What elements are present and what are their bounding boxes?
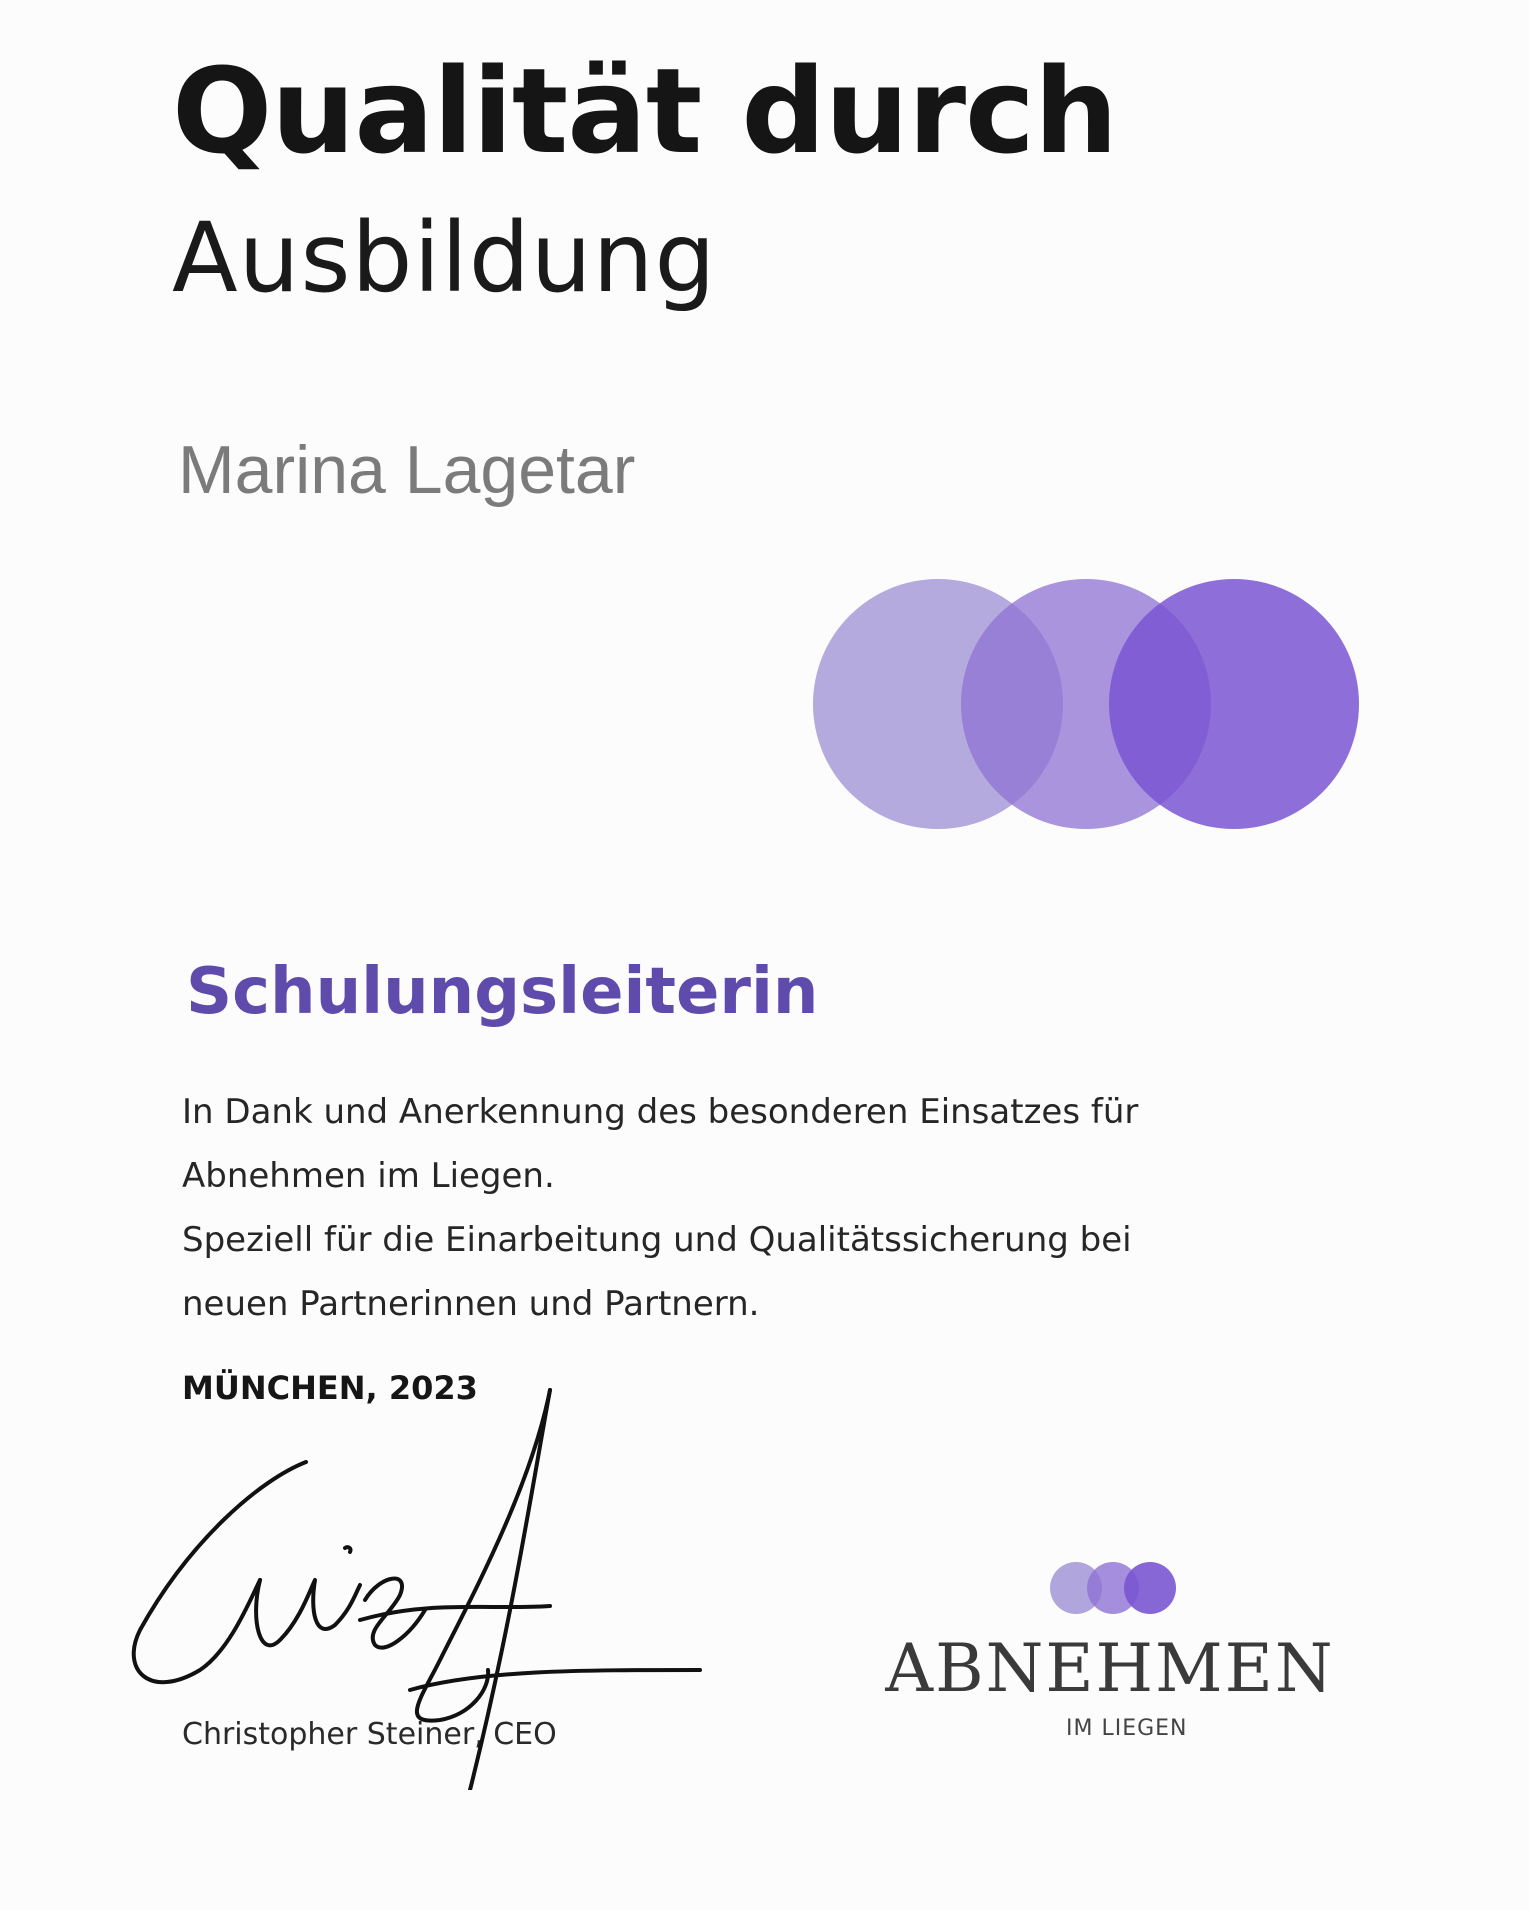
certificate-subtitle: Ausbildung [172, 202, 717, 314]
company-logo [880, 1560, 1340, 1750]
signer-name: Christopher Steiner, CEO [182, 1717, 557, 1752]
certificate-body [182, 1080, 1332, 1336]
circle-right [1109, 579, 1359, 829]
body-line: Abnehmen im Liegen. [182, 1156, 555, 1196]
recipient-name: Marina Lagetar [178, 432, 636, 508]
logo-circles-icon [1048, 1560, 1178, 1616]
place-date: MÜNCHEN, 2023 [182, 1369, 478, 1407]
logo-wordmark: ABNEHMEN [885, 1630, 1335, 1707]
role-title: Schulungsleiterin [186, 955, 819, 1029]
body-line: Speziell für die Einarbeitung und Qualitätssicherung bei [182, 1220, 1132, 1260]
body-line: neuen Partnerinnen und Partnern. [182, 1284, 760, 1324]
body-line: In Dank und Anerkennung des besonderen Einsatzes für [182, 1092, 1139, 1132]
certificate-title: Qualität durch [172, 42, 1117, 180]
signature-icon [110, 1370, 710, 1790]
logo-tagline: IM LIEGEN [1066, 1716, 1188, 1741]
overlapping-circles-graphic [810, 576, 1370, 832]
